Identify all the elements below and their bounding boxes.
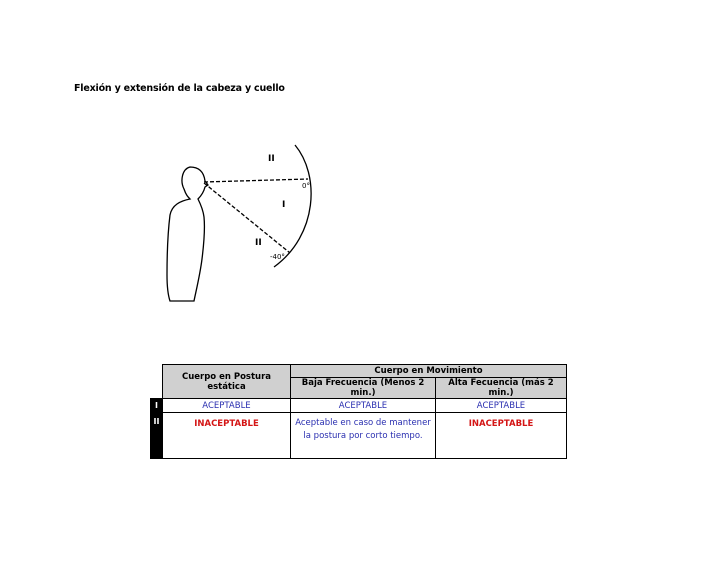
low-frequency-value: Aceptable en caso de mantener la postura por corto tiempo. <box>291 413 436 459</box>
high-frequency-value: ACEPTABLE <box>436 399 567 413</box>
static-value: ACEPTABLE <box>163 399 291 413</box>
low-frequency-value: ACEPTABLE <box>291 399 436 413</box>
posture-evaluation-table <box>150 364 567 459</box>
table-row <box>151 413 567 459</box>
human-silhouette <box>167 167 208 301</box>
high-frequency-header: Alta Fecuencia (más 2 min.) <box>436 378 567 399</box>
zone-label: I <box>151 399 163 413</box>
static-posture-header: Cuerpo en Postura estática <box>163 365 291 399</box>
angle-arc <box>274 145 311 267</box>
movement-header: Cuerpo en Movimiento <box>291 365 567 378</box>
page-title: Flexión y extensión de la cabeza y cuello <box>74 83 285 94</box>
horizontal-sight-line <box>204 179 308 182</box>
zone-lower-label: II <box>255 238 262 248</box>
head-flexion-diagram <box>150 135 340 307</box>
table-row <box>151 399 567 413</box>
angle-zero-label: 0° <box>302 182 310 190</box>
static-value: INACEPTABLE <box>163 413 291 459</box>
zone-middle-label: I <box>282 200 286 210</box>
downward-sight-line <box>204 183 290 253</box>
zone-label: II <box>151 413 163 459</box>
angle-minus40-label: -40° <box>270 253 285 261</box>
low-frequency-header: Baja Frecuencia (Menos 2 min.) <box>291 378 436 399</box>
zone-upper-label: II <box>268 154 275 164</box>
high-frequency-value: INACEPTABLE <box>436 413 567 459</box>
